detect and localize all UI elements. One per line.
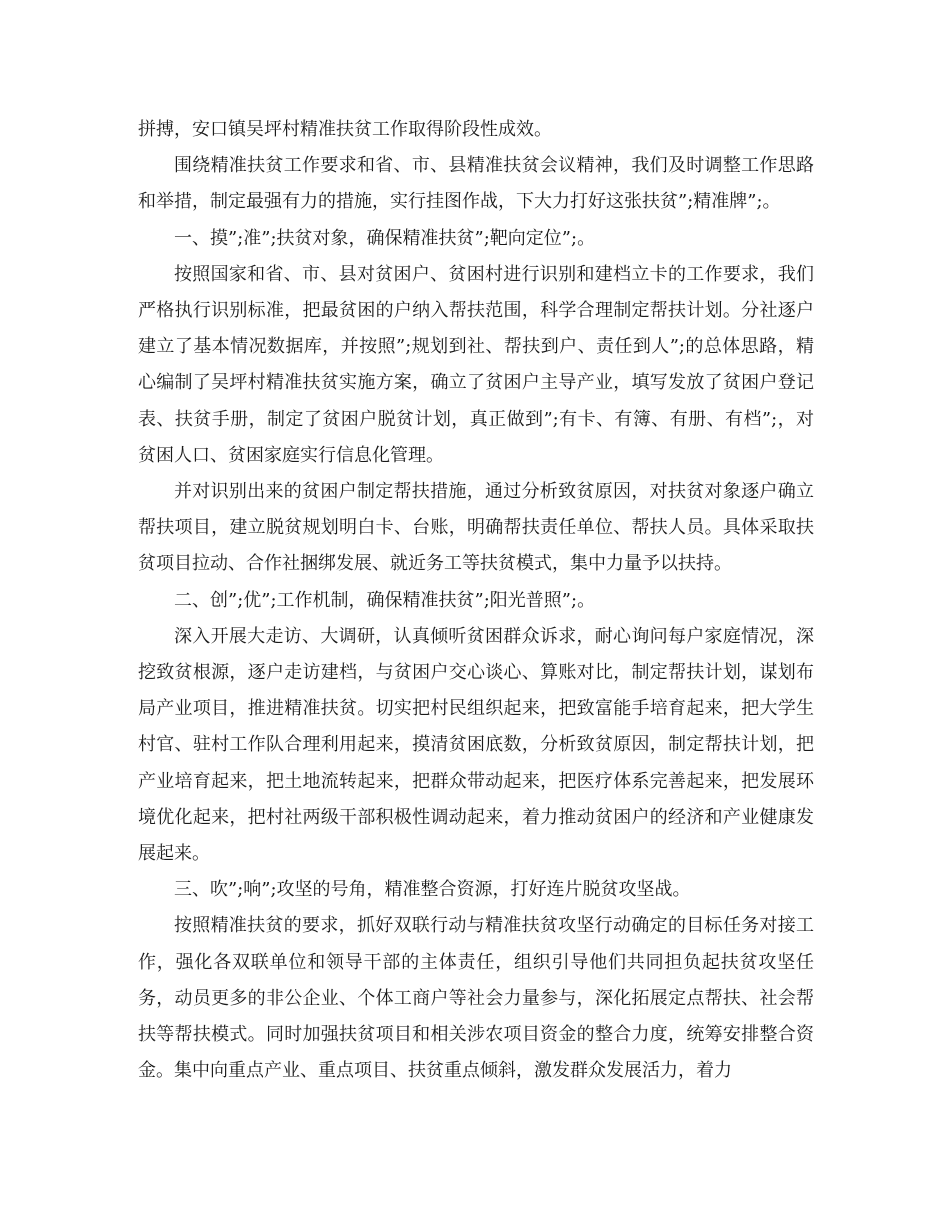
section-heading-3: 三、吹”;响”;攻坚的号角，精准整合资源，打好连片脱贫攻坚战。 — [174, 879, 691, 901]
section-heading-2: 二、创”;优”;工作机制，确保精准扶贫”;阳光普照”;。 — [174, 589, 596, 611]
paragraph-1: 拼搏，安口镇吴坪村精准扶贫工作取得阶段性成效。 — [138, 119, 552, 140]
paragraph-5: 深入开展大走访、大调研，认真倾听贫困群众诉求，耐心询问每户家庭情况，深挖致贫根源，逐户走访建档，与贫困户交心谈心、算账对比，制定帮扶计划，谋划布局产业项目，推进精准扶贫。切实把村民组织起来，把致富能手培育起来，把大学生村官、驻村工作队合理利用起来，摸清贫困底数，分析致贫原因，制定帮扶计划，把产业培育起来，把土地流转起来，把群众带动起来，把医疗体系完善起来，把发展环境优化起来，把村社两级干部积极性调动起来，着力推动贫困户的经济和产业健康发展起来。 — [138, 625, 814, 865]
paragraph-3: 按照国家和省、市、县对贫困户、贫困村进行识别和建档立卡的工作要求，我们严格执行识别标准，把最贫困的户纳入帮扶范围，科学合理制定帮扶计划。分社逐户建立了基本情况数据库，并按照”;规划到社、帮扶到户、责任到人”;的总体思路，精心编制了吴坪村精准扶贫实施方案，确立了贫困户主导产业，填写发放了贫困户登记表、扶贫手册，制定了贫困户脱贫计划，真正做到”;有卡、有簿、有册、有档”;，对贫困人口、贫困家庭实行信息化管理。 — [138, 263, 814, 466]
paragraph-6: 按照精准扶贫的要求，抓好双联行动与精准扶贫攻坚行动确定的目标任务对接工作，强化各双联单位和领导干部的主体责任，组织引导他们共同担负起扶贫攻坚任务，动员更多的非公企业、个体工商户等社会力量参与，深化拓展定点帮扶、社会帮扶等帮扶模式。同时加强扶贫项目和相关涉农项目资金的整合力度，统筹安排整合资金。集中向重点产业、重点项目、扶贫重点倾斜，激发群众发展活力，着力 — [138, 915, 814, 1082]
document-body — [138, 112, 814, 1089]
section-heading-1: 一、摸”;准”;扶贫对象，确保精准扶贫”;靶向定位”;。 — [174, 227, 596, 249]
paragraph-2: 围绕精准扶贫工作要求和省、市、县精准扶贫会议精神，我们及时调整工作思路和举措，制定最强有力的措施，实行挂图作战，下大力打好这张扶贫”;精准牌”;。 — [138, 155, 814, 213]
paragraph-4: 并对识别出来的贫困户制定帮扶措施，通过分析致贫原因，对扶贫对象逐户确立帮扶项目，建立脱贫规划明白卡、台账，明确帮扶责任单位、帮扶人员。具体采取扶贫项目拉动、合作社捆绑发展、就近务工等扶贫模式，集中力量予以扶持。 — [138, 481, 814, 575]
